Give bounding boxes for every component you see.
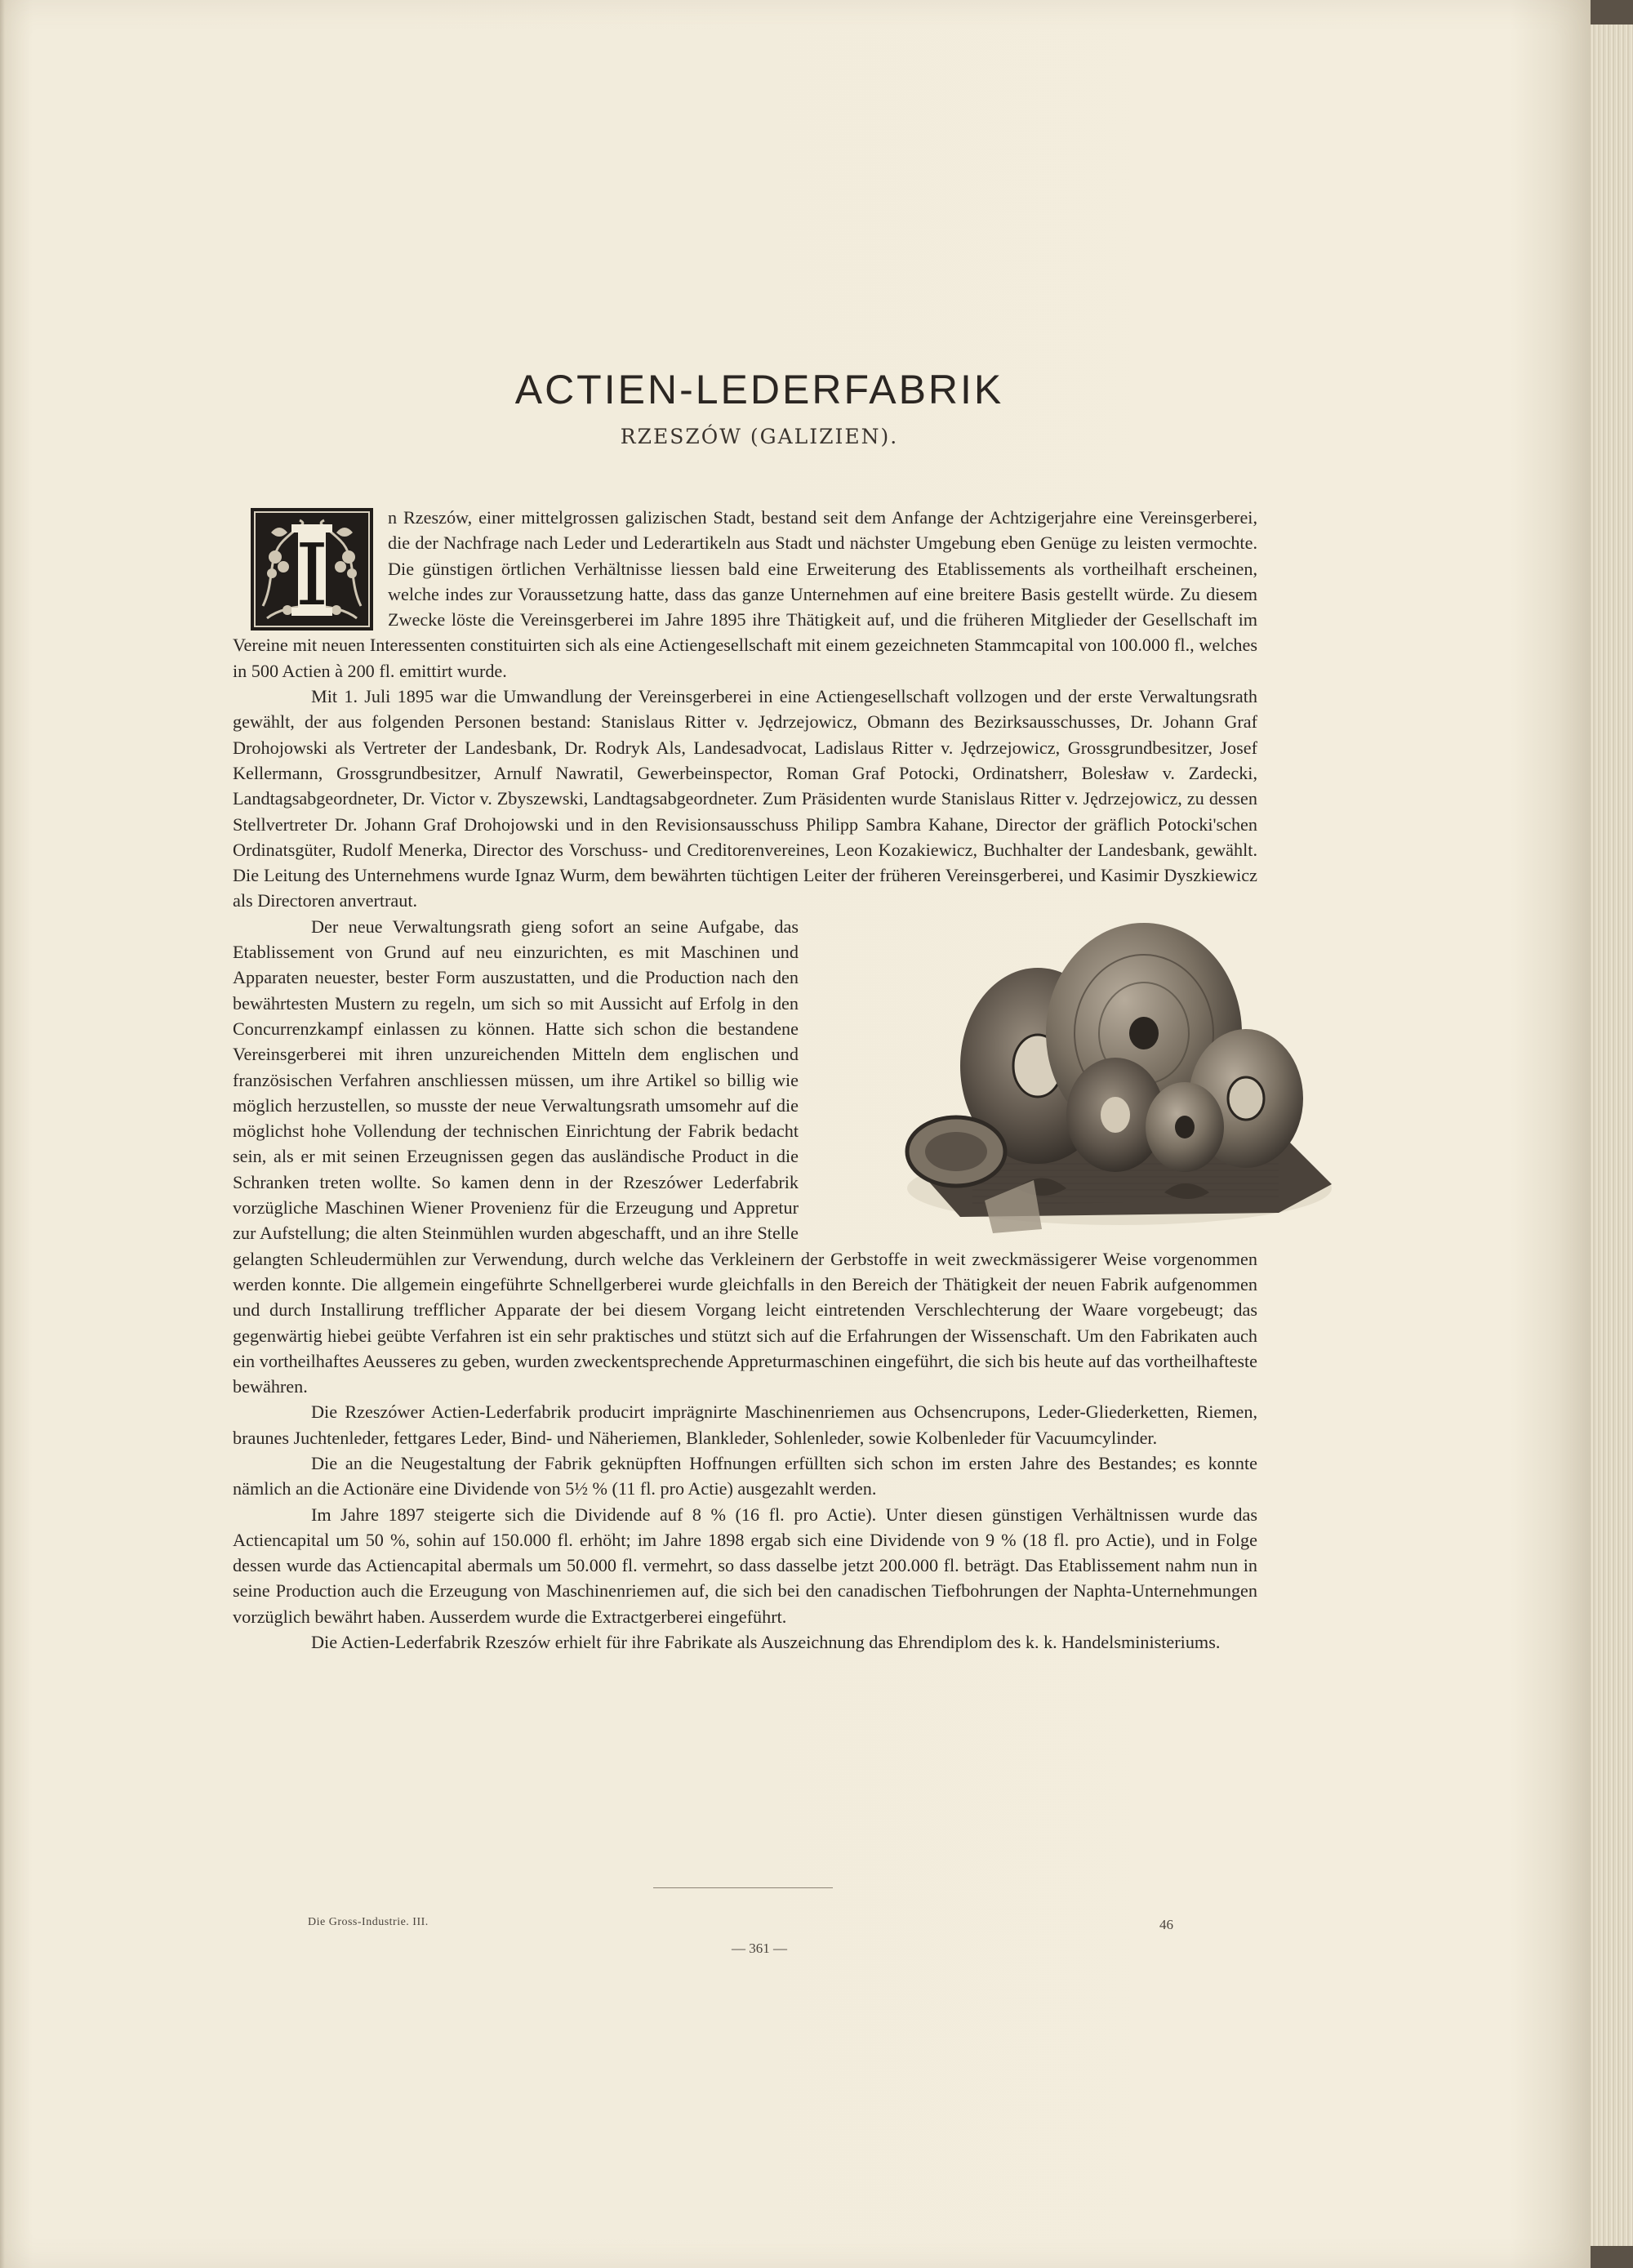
paragraph-3 [233,914,1257,1400]
page-title: ACTIEN-LEDERFABRIK [514,367,1004,412]
book-page-edges [1591,25,1633,2246]
page-number: — 361 — [732,1940,787,1956]
signature-mark: 46 [1159,1917,1173,1932]
vine-ornament-icon [251,508,373,630]
leather-belts-photo [816,919,1257,1245]
paragraph-3-text: Der neue Verwaltungsrath gieng sofort an seine Aufgabe, das Etablissement von Grund auf neu einzurichten, es mit Maschinen und Apparaten neuester, bester Form auszustatten, und die Production nach den bewährtesten Mustern zu regeln, um sich so mit Aussicht auf Erfolg in den Concurrenzkampf einlassen zu können. Hatte sich schon die bestandene Vereinsgerberei mit ihren unzureichenden Mitteln dem englischen und französischen Verfahren anschliessen müssen, um ihre Artikel so billig wie möglich herzustellen, so musste der neue Verwaltungsrath umsomehr auf die möglichst hohe Vollendung der technischen Einrichtung der Fabrik bedacht sein, als er mit seinen Erzeugnissen gegen das ausländische Product in die Schranken treten wollte. So kamen denn in der Rzeszówer Lederfabrik vorzügliche Maschinen Wiener Provenienz für die Erzeugung und Appretur zur Aufstellung; die alten Steinmühlen wurden abgeschafft, und an ihre Stelle gelangten Schleudermühlen zur Verwendung, durch welche das Verkleinern der Gerbstoffe in weit zweckmässigerer Weise vorgenommen werden konnte. Die allgemein eingeführte Schnellgerberei wurde gleichfalls in den Bereich der Thätigkeit der neuen Fabrik aufgenommen und durch Installirung trefflicher Apparate der bei diesem Vorgang leicht eintretenden Verschlechterung der Waare vorgebeugt; das gegenwärtig hiebei geübte Verfahren ist ein sehr praktisches und stützt sich auf die Erfahrungen der Wissenschaft. Um den Fabrikaten auch ein vortheilhaftes Aeusseres zu geben, wurden zweckentsprechende Appreturmaschinen eingeführt, die sich bis heute auf das vortheilhafteste bewähren. [233,916,1257,1397]
paragraph-1 [233,505,1257,684]
rolled-leather-belts-image [895,919,1336,1245]
paragraph-1-text: n Rzeszów, einer mittelgrossen galizischen Stadt, bestand seit dem Anfange der Achtzigerjahre eine Vereinsgerberei, die der Nachfrage nach Leder und Lederartikeln aus Stadt und nächster Umgebung eben Genüge zu leisten vermochte. Die günstigen örtlichen Verhältnisse liessen bald eine Erweiterung des Etablissements als vortheilhaft erscheinen, welche indes zur Voraussetzung hatte, dass das ganze Unternehmen auf eine breitere Basis gestellt würde. Zu diesem Zwecke löste die Vereinsgerberei im Jahre 1895 ihre Thätigkeit auf, und die früheren Mitglieder der Gesellschaft im Vereine mit neuen Interessenten constituirten sich als eine Actiengesellschaft mit einem gezeichneten Stammcapital von 100.000 fl., welches in 500 Actien à 200 fl. emittirt wurde. [233,507,1257,681]
paragraph-6: Im Jahre 1897 steigerte sich die Dividende auf 8 % (16 fl. pro Actie). Unter diesen günstigen Verhältnissen wurde das Actiencapital um 50 %, sohin auf 150.000 fl. erhöht; im Jahre 1898 ergab sich eine Dividende von 9 % (18 fl. pro Actie), und in Folge dessen wurde das Actiencapital abermals um 50.000 fl. vermehrt, so dass dasselbe jetzt 200.000 fl. beträgt. Das Etablissement nahm nun in seine Production auch die Erzeugung von Maschinenriemen auf, die sich bei den canadischen Tiefbohrungen der Naphta-Unternehmungen vorzüglich bewährt haben. Ausserdem wurde die Extractgerberei eingeführt. [233,1504,1257,1627]
paragraph-7: Die Actien-Lederfabrik Rzeszów erhielt für ihre Fabrikate als Auszeichnung das Ehrendiplom des k. k. Handelsministeriums. [311,1632,1221,1653]
paragraph-2: Mit 1. Juli 1895 war die Umwandlung der Vereinsgerberei in eine Actiengesellschaft vollzogen und der erste Verwaltungsrath gewählt, der aus folgenden Personen bestand: Stanislaus Ritter v. Jędrzejowicz, Obmann des Bezirksausschusses, Dr. Johann Graf Drohojowski als Vertreter der Landesbank, Dr. Rodryk Als, Landesadvocat, Ladislaus Ritter v. Jędrzejowicz, Grossgrundbesitzer, Josef Kellermann, Grossgrundbesitzer, Arnulf Nawratil, Gewerbeinspector, Roman Graf Potocki, Ordinatsherr, Bolesław v. Zardecki, Landtagsabgeordneter, Dr. Victor v. Zbyszewski, Landtagsabgeordneter. Zum Präsidenten wurde Stanislaus Ritter v. Jędrzejowicz, zu dessen Stellvertreter Dr. Johann Graf Drohojowski und in den Revisionsausschuss Philipp Sambra Kahane, Director der gräflich Potocki'schen Ordinatsgüter, Rudolf Menerka, Director des Vorschuss- und Creditorenvereines, Leon Kozakiewicz, Buchhalter der Landesbank, gewählt. Die Leitung des Unternehmens wurde Ignaz Wurm, dem bewährten tüchtigen Leiter der früheren Vereinsgerberei, und Kasimir Dyszkiewicz als Directoren anvertraut. [233,686,1257,911]
article-body [233,505,1257,1655]
page-subtitle: RZESZÓW (GALIZIEN). [620,425,899,448]
initial-letter: I [295,525,329,625]
paragraph-5: Die an die Neugestaltung der Fabrik geknüpften Hoffnungen erfüllten sich schon im ersten Jahre des Bestandes; es konnte nämlich an die Actionäre eine Dividende von 5½ % (11 fl. pro Actie) ausgezahlt werden. [233,1452,1257,1499]
paragraph-4: Die Rzeszówer Actien-Lederfabrik producirt imprägnirte Maschinenriemen aus Ochsencrupons, Leder-Gliederketten, Riemen, braunes Juchtenleder, fettgares Leder, Bind- und Näheriemen, Blankleder, Sohlenleder, sowie Kolbenleder für Vacuumcylinder. [233,1401,1257,1448]
ornamental-initial [251,508,373,630]
footer-divider [653,1887,833,1888]
series-title: Die Gross-Industrie. III. [308,1916,429,1928]
